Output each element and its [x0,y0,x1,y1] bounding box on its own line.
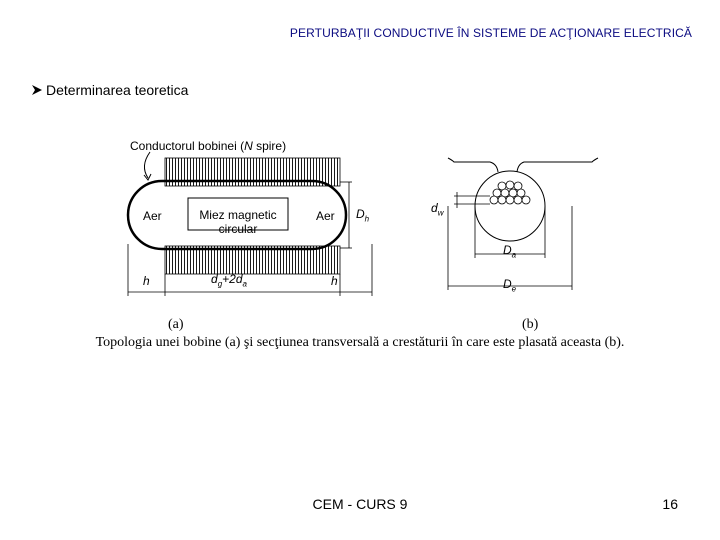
section-heading-text: Determinarea teoretica [46,82,189,98]
dim-label-h-left: h [143,274,150,288]
dim-label-h-right: h [331,274,338,288]
air-label-right: Aer [316,209,335,223]
dim-label-dw: $d_w$ [431,201,444,218]
dim-label-dh: $D_h$ [356,207,370,224]
slot-tooth-left [448,158,498,172]
page-header-title: PERTURBAŢII CONDUCTIVE ÎN SISTEME DE ACŢIONARE ELECTRICĂ [289,26,692,40]
dim-label-center: $d_g+2d_a$ [211,272,247,289]
page-number: 16 [662,496,678,512]
conductor-leader-line [144,152,150,178]
caption-label-a: (a) [168,317,184,332]
figure-caption: Topologia unei bobine (a) şi secţiunea transversală a crestăturii în care este plasată aceasta (b). [95,335,625,350]
conductor-label: Conductorul bobinei (N spire) [130,139,287,153]
footer-course: CEM - CURS 9 [312,496,408,512]
core-label-line1: Miez magnetic [199,208,277,222]
dim-label-de: $D_e$ [503,277,517,294]
slot-tooth-right [517,158,598,172]
core-label-line2: circular [218,222,258,236]
caption-label-b: (b) [522,317,539,332]
air-label-left: Aer [143,209,162,223]
slot-conductors [490,181,530,204]
dim-label-da: $D_a$ [503,243,517,260]
